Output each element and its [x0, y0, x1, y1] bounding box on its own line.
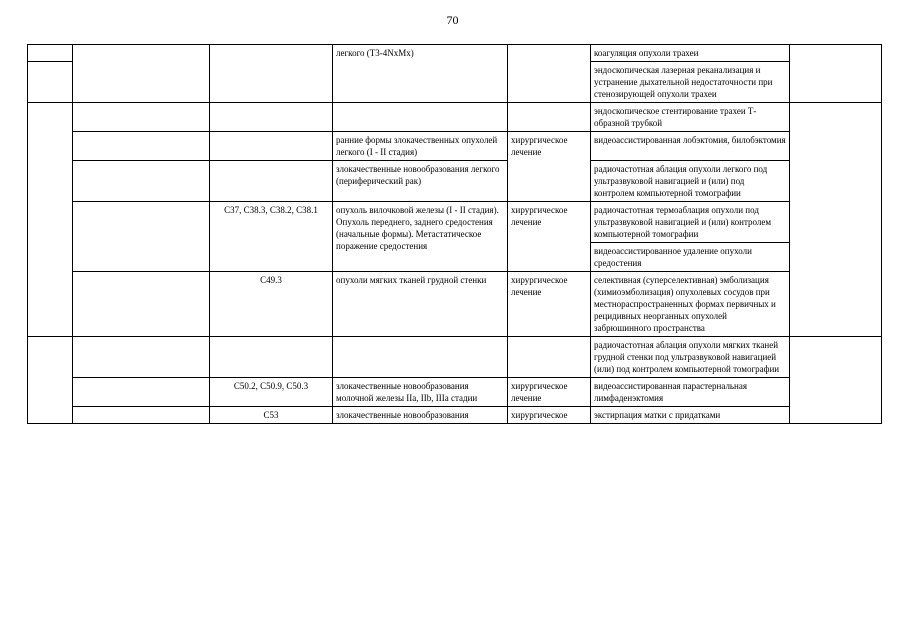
method-cell: видеоассистированное удаление опухоли средостения [591, 243, 790, 272]
code-cell: C37, C38.3, C38.2, C38.1 [210, 202, 333, 272]
method-cell: коагуляция опухоли трахеи [591, 45, 790, 62]
row-number-cell [28, 45, 73, 62]
disease-cell: злокачественные новообразования легкого (периферический рак) [333, 161, 508, 202]
table-row [28, 161, 882, 202]
profile-cell [73, 337, 210, 378]
disease-cell: легкого (T3-4NxMx) [333, 45, 508, 103]
norm-cell [790, 103, 882, 337]
disease-cell [333, 337, 508, 378]
table-row [28, 272, 882, 337]
method-cell: видеоассистированная парастернальная лимфаденэктомия [591, 378, 790, 407]
method-cell: радиочастотная аблация опухоли легкого под ультразвуковой навигацией и (или) под контролем компьютерной томографии [591, 161, 790, 202]
method-cell: эндоскопическое стентирование трахеи Т-образной трубкой [591, 103, 790, 132]
norm-cell [790, 337, 882, 424]
treatment-cell: хирургическое лечение [508, 378, 591, 407]
method-cell: радиочастотная термоаблация опухоли под ультразвуковой навигацией и (или) контролем компьютерной томографии [591, 202, 790, 243]
row-number-cell [28, 337, 73, 424]
procedures-table [27, 44, 882, 424]
profile-cell [73, 103, 210, 132]
treatment-cell: хирургическое лечение [508, 272, 591, 337]
disease-cell [333, 103, 508, 132]
page-number: 70 [446, 13, 459, 27]
treatment-cell: хирургическое [508, 407, 591, 424]
code-cell: C53 [210, 407, 333, 424]
method-cell: экстирпация матки с придатками [591, 407, 790, 424]
disease-cell: опухоли мягких тканей грудной стенки [333, 272, 508, 337]
code-cell [210, 337, 333, 378]
code-cell: C49.3 [210, 272, 333, 337]
table-row [28, 337, 882, 378]
disease-cell: ранние формы злокачественных опухолей легкого (I - II стадия) [333, 132, 508, 161]
profile-cell [73, 378, 210, 407]
method-cell: радиочастотная аблация опухоли мягких тканей грудной стенки под ультразвуковой навигацией (или) под контролем компьютерной томографии [591, 337, 790, 378]
treatment-cell [508, 103, 591, 132]
row-number-cell [28, 103, 73, 337]
row-number-cell [28, 62, 73, 103]
table-row [28, 45, 882, 62]
code-cell [210, 132, 333, 161]
disease-cell: злокачественные новообразования [333, 407, 508, 424]
norm-cell [790, 45, 882, 103]
treatment-cell: хирургическое лечение [508, 202, 591, 272]
treatment-cell: хирургическое лечение [508, 132, 591, 202]
treatment-cell [508, 337, 591, 378]
profile-cell [73, 202, 210, 272]
table-row [28, 103, 882, 132]
method-cell: эндоскопическая лазерная реканализация и устранение дыхательной недостаточности при стенозирующей опухоли трахеи [591, 62, 790, 103]
method-cell: селективная (суперселективная) эмболизация (химиоэмболизация) опухолевых сосудов при местнораспространенных формах первичных и рецидивных неорганных опухолей забрюшинного пространства [591, 272, 790, 337]
table-row [28, 407, 882, 424]
profile-cell [73, 272, 210, 337]
code-cell [210, 161, 333, 202]
disease-cell: опухоль вилочковой железы (I - II стадия). Опухоль переднего, заднего средостения (начальные формы). Метастатическое поражение средостения [333, 202, 508, 272]
treatment-cell [508, 45, 591, 103]
table-row [28, 378, 882, 407]
profile-cell [73, 161, 210, 202]
profile-cell [73, 132, 210, 161]
code-cell [210, 45, 333, 103]
code-cell: C50.2, C50.9, C50.3 [210, 378, 333, 407]
method-cell: видеоассистированная лобэктомия, билобэктомия [591, 132, 790, 161]
table-row [28, 202, 882, 243]
disease-cell: злокачественные новообразования молочной железы IIa, IIb, IIIa стадии [333, 378, 508, 407]
table-row [28, 132, 882, 161]
code-cell [210, 103, 333, 132]
profile-cell [73, 45, 210, 103]
profile-cell [73, 407, 210, 424]
